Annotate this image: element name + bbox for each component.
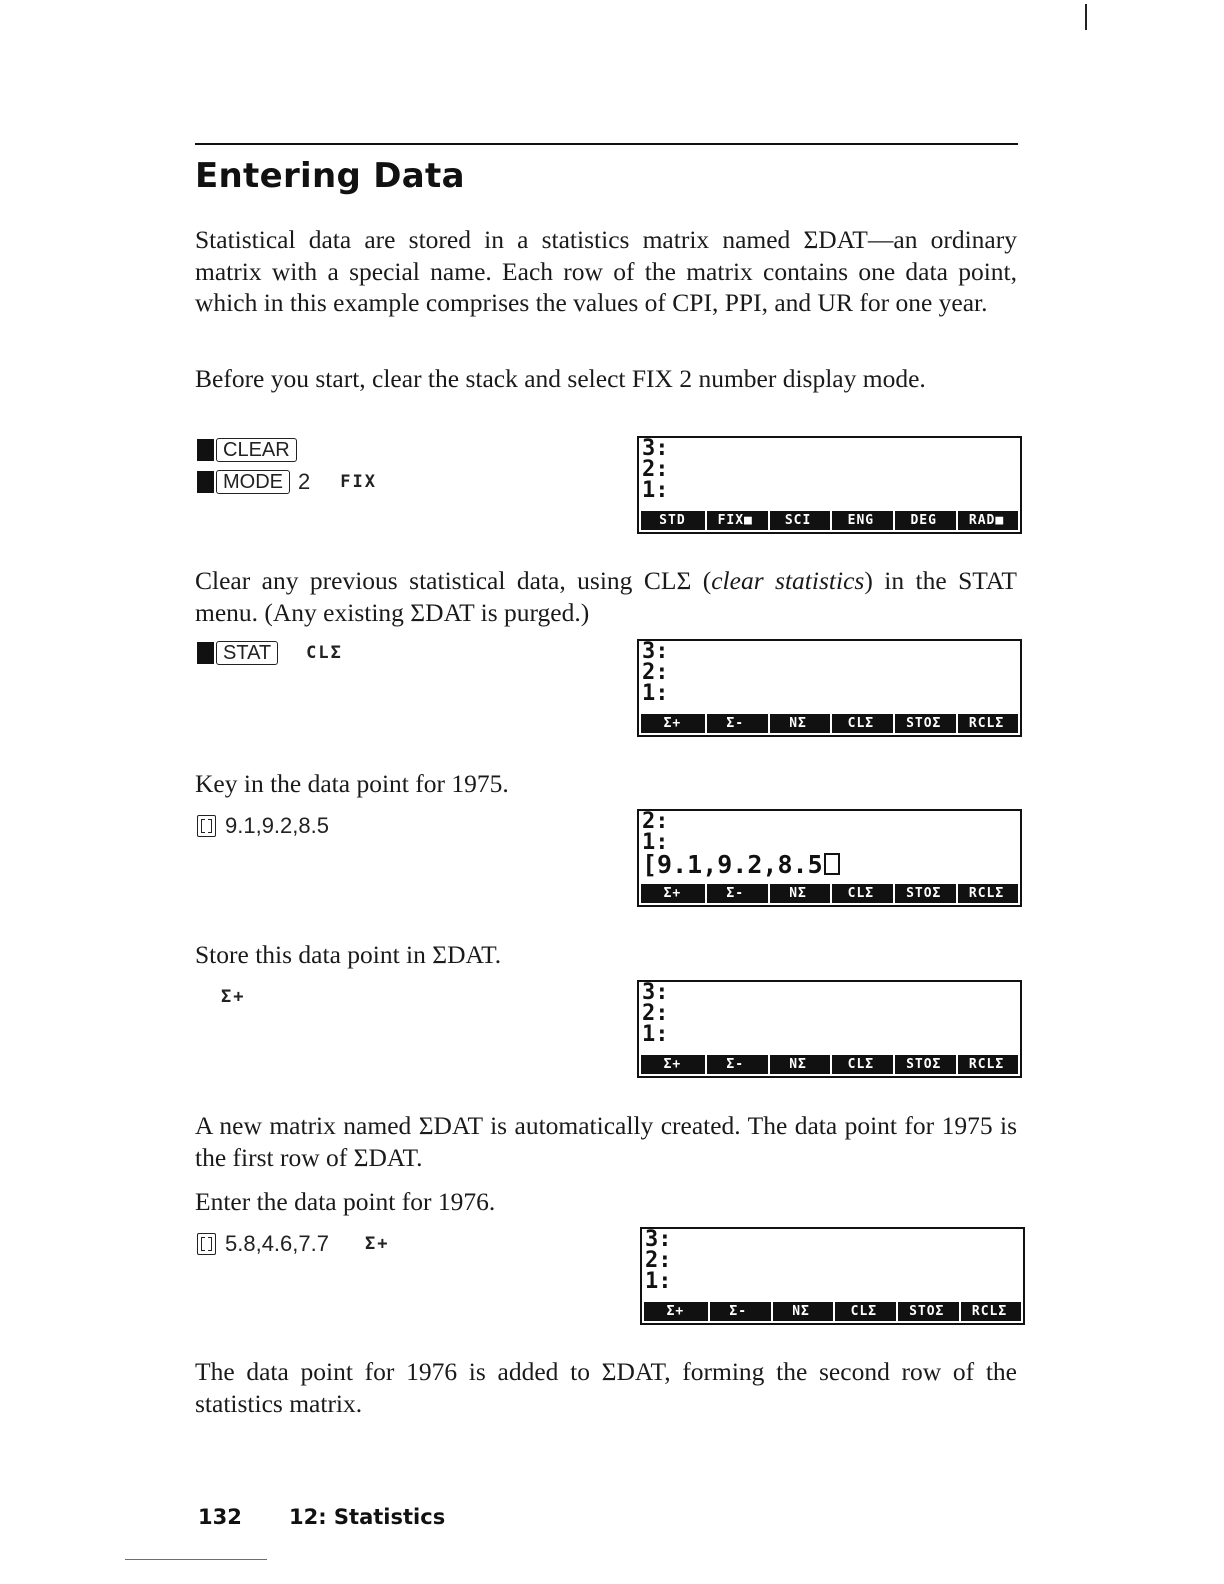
- entry-1976-digits: 5.8,4.6,7.7: [225, 1231, 329, 1256]
- stack-level-2: 2:: [642, 809, 669, 834]
- shift-key-icon: [197, 642, 214, 664]
- chapter-title: 12: Statistics: [289, 1505, 446, 1529]
- keystroke-entry-1976: [197, 1228, 389, 1260]
- stack-level-1: 1:: [642, 478, 669, 503]
- keystroke-entry-1975: [197, 810, 329, 842]
- sigma-plus-softkey-label: Σ+: [221, 987, 246, 1007]
- stack-level-2: 2:: [642, 1001, 669, 1026]
- section-heading: Entering Data: [195, 156, 465, 196]
- softkey-rcl-sigma: RCLΣ: [956, 884, 1015, 903]
- stat-key: STAT: [216, 641, 278, 665]
- softkey-menu: [641, 1055, 1018, 1074]
- stack-level-3: 3:: [642, 436, 669, 461]
- softkey-deg: DEG: [893, 511, 952, 530]
- softkey-sto-sigma: STOΣ: [893, 714, 952, 733]
- cls-softkey-label: CLΣ: [306, 643, 343, 663]
- stack-level-3: 3:: [642, 980, 669, 1005]
- softkey-sto-sigma: STOΣ: [893, 1055, 952, 1074]
- shift-key-icon: [197, 471, 214, 493]
- softkey-menu: [641, 511, 1018, 530]
- bracket-key-icon: [197, 815, 216, 837]
- mode-digit: 2: [298, 469, 311, 494]
- stack-level-2: 2:: [645, 1248, 672, 1273]
- command-line-text: [9.1,9.2,8.5: [642, 850, 823, 879]
- softkey-rcl-sigma: RCLΣ: [956, 1055, 1015, 1074]
- softkey-sigma-minus: Σ-: [705, 884, 764, 903]
- key-in-paragraph: Key in the data point for 1975.: [195, 769, 509, 798]
- softkey-sigma-plus: Σ+: [644, 1055, 701, 1074]
- margin-change-bar: [1085, 4, 1087, 30]
- setup-paragraph: Before you start, clear the stack and select FIX 2 number display mode.: [195, 364, 926, 393]
- sigma-plus-softkey-label: Σ+: [364, 1234, 390, 1254]
- enter-1976-paragraph: Enter the data point for 1976.: [195, 1187, 496, 1216]
- clear-key: CLEAR: [216, 438, 297, 462]
- softkey-n-sigma: NΣ: [771, 1302, 830, 1321]
- keystroke-stat: [197, 637, 343, 669]
- softkey-eng: ENG: [830, 511, 889, 530]
- cursor-icon: [824, 853, 840, 875]
- softkey-sigma-minus: Σ-: [705, 1055, 764, 1074]
- keystrokes-1976: [197, 1228, 389, 1260]
- shift-key-icon: [197, 439, 214, 461]
- softkey-n-sigma: NΣ: [768, 1055, 827, 1074]
- softkey-sci: SCI: [768, 511, 827, 530]
- softkey-n-sigma: NΣ: [768, 884, 827, 903]
- clear-stats-text-b: ) in the STAT menu. (Any existing ΣDAT is purged.): [195, 566, 1017, 627]
- softkey-menu: [644, 1302, 1021, 1321]
- softkey-menu: [641, 714, 1018, 733]
- softkey-menu: [641, 884, 1018, 903]
- stack-level-1: 1:: [642, 681, 669, 706]
- stack-level-2: 2:: [642, 660, 669, 685]
- keystroke-mode: [197, 466, 377, 498]
- display-screen-5: [640, 1227, 1025, 1325]
- entry-1975-digits: 9.1,9.2,8.5: [225, 813, 329, 838]
- keystroke-clear: [197, 434, 377, 466]
- softkey-cl-sigma: CLΣ: [830, 714, 889, 733]
- softkey-rcl-sigma: RCLΣ: [956, 714, 1015, 733]
- softkey-sigma-minus: Σ-: [705, 714, 764, 733]
- clear-stats-emphasis: clear statistics: [711, 566, 865, 595]
- mode-key: MODE: [216, 470, 290, 494]
- keystrokes-store: [197, 981, 245, 1013]
- keystroke-sigma-plus: [197, 981, 245, 1013]
- stack-level-1: 1:: [642, 1022, 669, 1047]
- store-paragraph: Store this data point in ΣDAT.: [195, 940, 502, 969]
- softkey-std: STD: [644, 511, 701, 530]
- display-screen-3: [637, 809, 1022, 907]
- softkey-fix: FIX■: [705, 511, 764, 530]
- keystrokes-1975: [197, 810, 329, 842]
- command-line: [639, 850, 1020, 879]
- softkey-sto-sigma: STOΣ: [896, 1302, 955, 1321]
- clear-stats-text-a: Clear any previous statistical data, using CLΣ (: [195, 566, 712, 595]
- keystrokes-setup: [197, 434, 377, 498]
- softkey-sigma-minus: Σ-: [708, 1302, 767, 1321]
- softkey-rcl-sigma: RCLΣ: [959, 1302, 1018, 1321]
- stack-level-1: 1:: [645, 1269, 672, 1294]
- new-matrix-paragraph: A new matrix named ΣDAT is automatically created. The data point for 1975 is the first row of ΣDAT.: [195, 1111, 1017, 1172]
- softkey-rad: RAD■: [956, 511, 1015, 530]
- display-screen-1: [637, 436, 1022, 534]
- stack-level-3: 3:: [642, 639, 669, 664]
- softkey-sigma-plus: Σ+: [644, 714, 701, 733]
- clear-stats-paragraph: [195, 565, 1017, 628]
- softkey-cl-sigma: CLΣ: [833, 1302, 892, 1321]
- stack-level-2: 2:: [642, 457, 669, 482]
- display-screen-4: [637, 980, 1022, 1078]
- stack-level-3: 3:: [645, 1227, 672, 1252]
- softkey-sigma-plus: Σ+: [647, 1302, 704, 1321]
- bottom-edge-line: [125, 1559, 267, 1560]
- softkey-cl-sigma: CLΣ: [830, 884, 889, 903]
- fix-softkey-label: FIX: [340, 472, 377, 492]
- section-rule: [195, 143, 1018, 145]
- page-number: 132: [198, 1505, 242, 1529]
- second-row-paragraph: The data point for 1976 is added to ΣDAT, forming the second row of the statistics matrix.: [195, 1357, 1017, 1418]
- softkey-sigma-plus: Σ+: [644, 884, 701, 903]
- softkey-sto-sigma: STOΣ: [893, 884, 952, 903]
- display-screen-2: [637, 639, 1022, 737]
- bracket-key-icon: [197, 1233, 216, 1255]
- stack-level-1: 1:: [642, 830, 669, 855]
- softkey-n-sigma: NΣ: [768, 714, 827, 733]
- softkey-cl-sigma: CLΣ: [830, 1055, 889, 1074]
- intro-paragraph: Statistical data are stored in a statistics matrix named ΣDAT—an ordinary matrix with a special name. Each row of the matrix contains one data point, which in this example comprises the values of CPI, PPI, and UR for one year.: [195, 225, 1017, 317]
- keystrokes-clear-stats: [197, 637, 343, 669]
